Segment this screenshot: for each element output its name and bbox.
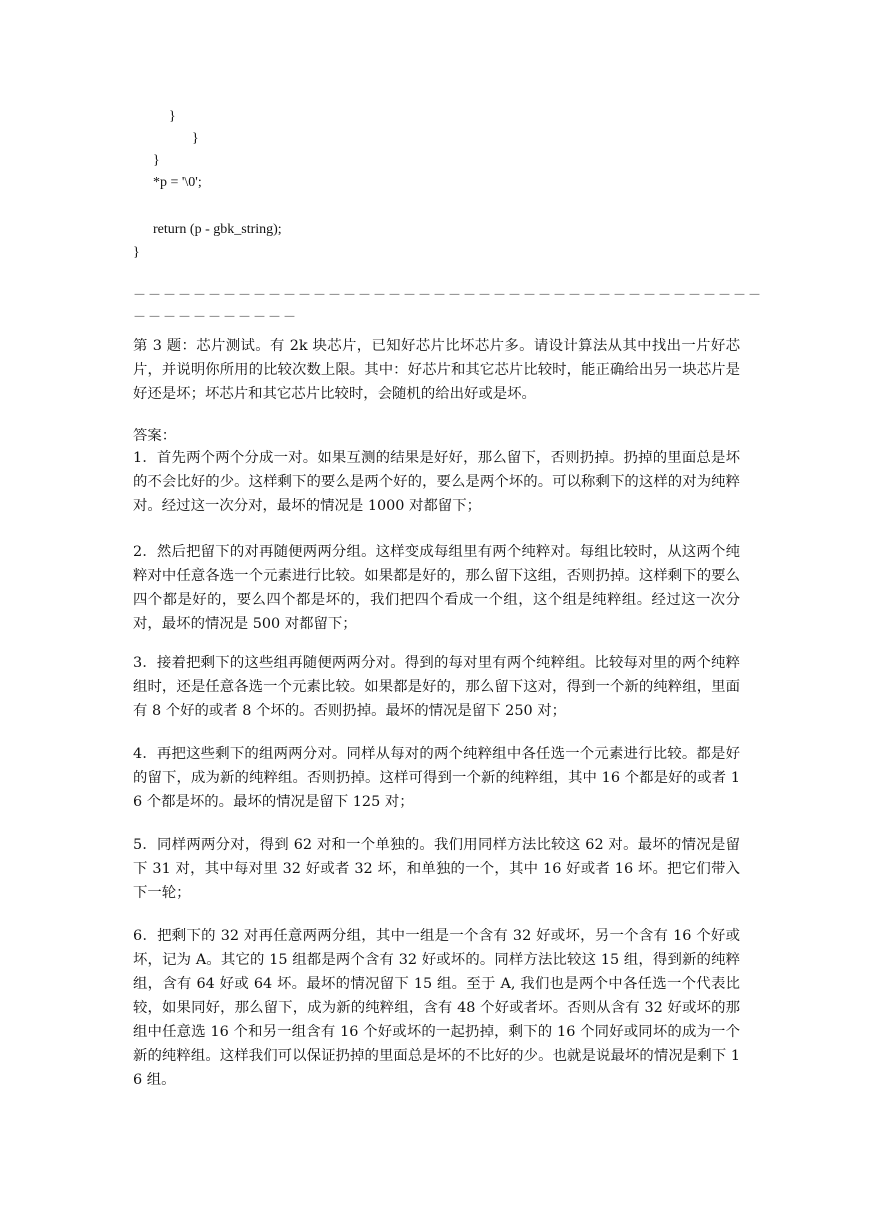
code-return-statement: return (p - gbk_string); <box>153 222 282 237</box>
code-closing-brace: } <box>153 153 160 168</box>
answer-step: 3．接着把剩下的这些组再随便两两分对。得到的每对里有两个纯粹组。比较每对里的两个纯粹组时，还是任意各选一个元素比较。如果都是好的，那么留下这对，得到一个新的纯粹组，里面有 8 个好的或者 8 个坏的。否则扔掉。最坏的情况是留下 250 对； <box>133 655 740 719</box>
answer-step: 2．然后把留下的对再随便两两分组。这样变成每组里有两个纯粹对。每组比较时，从这两个纯粹对中任意各选一个元素进行比较。如果都是好的，那么留下这组，否则扔掉。这样剩下的要么四个都是好的，要么四个都是坏的，我们把四个看成一个组，这个组是纯粹组。经过这一次分对，最坏的情况是 500 对都留下； <box>133 544 740 632</box>
answer-step: 6．把剩下的 32 对再任意两两分组，其中一组是一个含有 32 好或坏，另一个含有 16 个好或坏，记为 A。其它的 15 组都是两个含有 32 好或坏的。同样方法比较这 15 组，得到新的纯粹组，含有 64 好或 64 坏。最坏的情况留下 15 组。至于 A, 我们也是两个中各任选一个代表比较，如果同好，那么留下，成为新的纯粹组，含有 48 个好或者坏。否则从含有 32 好或坏的那组中任意选 16 个和另一组含有 16 个好或坏的一起扔掉，剩下的 16 个同好或同坏的成为一个新的纯粹组。这样我们可以保证扔掉的里面总是坏的不比好的少。也就是说最坏的情况是剩下 16 组。 <box>133 928 740 1088</box>
answer-step: 5．同样两两分对，得到 62 对和一个单独的。我们用同样方法比较这 62 对。最坏的情况是留下 31 对，其中每对里 32 好或者 32 坏，和单独的一个，其中 16 好或者 16 坏。把它们带入下一轮； <box>133 837 740 901</box>
answer-step: 4．再把这些剩下的组两两分对。同样从每对的两个纯粹组中各任选一个元素进行比较。都是好的留下，成为新的纯粹组。否则扔掉。这样可得到一个新的纯粹组，其中 16 个都是好的或者 16 个都是坏的。最坏的情况是留下 125 对； <box>133 746 740 810</box>
code-closing-brace: } <box>169 109 176 124</box>
dash-divider-line: －－－－－－－－－－－ <box>133 310 299 325</box>
dash-divider-line: －－－－－－－－－－－－－－－－－－－－－－－－－－－－－－－－－－－－－－－－－－ <box>133 288 764 303</box>
answer-label: 答案： <box>133 428 177 444</box>
code-closing-brace: } <box>133 245 140 260</box>
code-closing-brace: } <box>192 131 199 146</box>
code-null-terminate: *p = '\0'; <box>153 175 202 190</box>
answer-step: 1．首先两个两个分成一对。如果互测的结果是好好，那么留下，否则扔掉。扔掉的里面总是坏的不会比好的少。这样剩下的要么是两个好的，要么是两个坏的。可以称剩下的这样的对为纯粹对。经过这一次分对，最坏的情况是 1000 对都留下； <box>133 450 740 514</box>
question-paragraph: 第 3 题：芯片测试。有 2k 块芯片，已知好芯片比坏芯片多。请设计算法从其中找出一片好芯片，并说明你所用的比较次数上限。其中：好芯片和其它芯片比较时，能正确给出另一块芯片是好还是坏；坏芯片和其它芯片比较时，会随机的给出好或是坏。 <box>133 338 740 402</box>
